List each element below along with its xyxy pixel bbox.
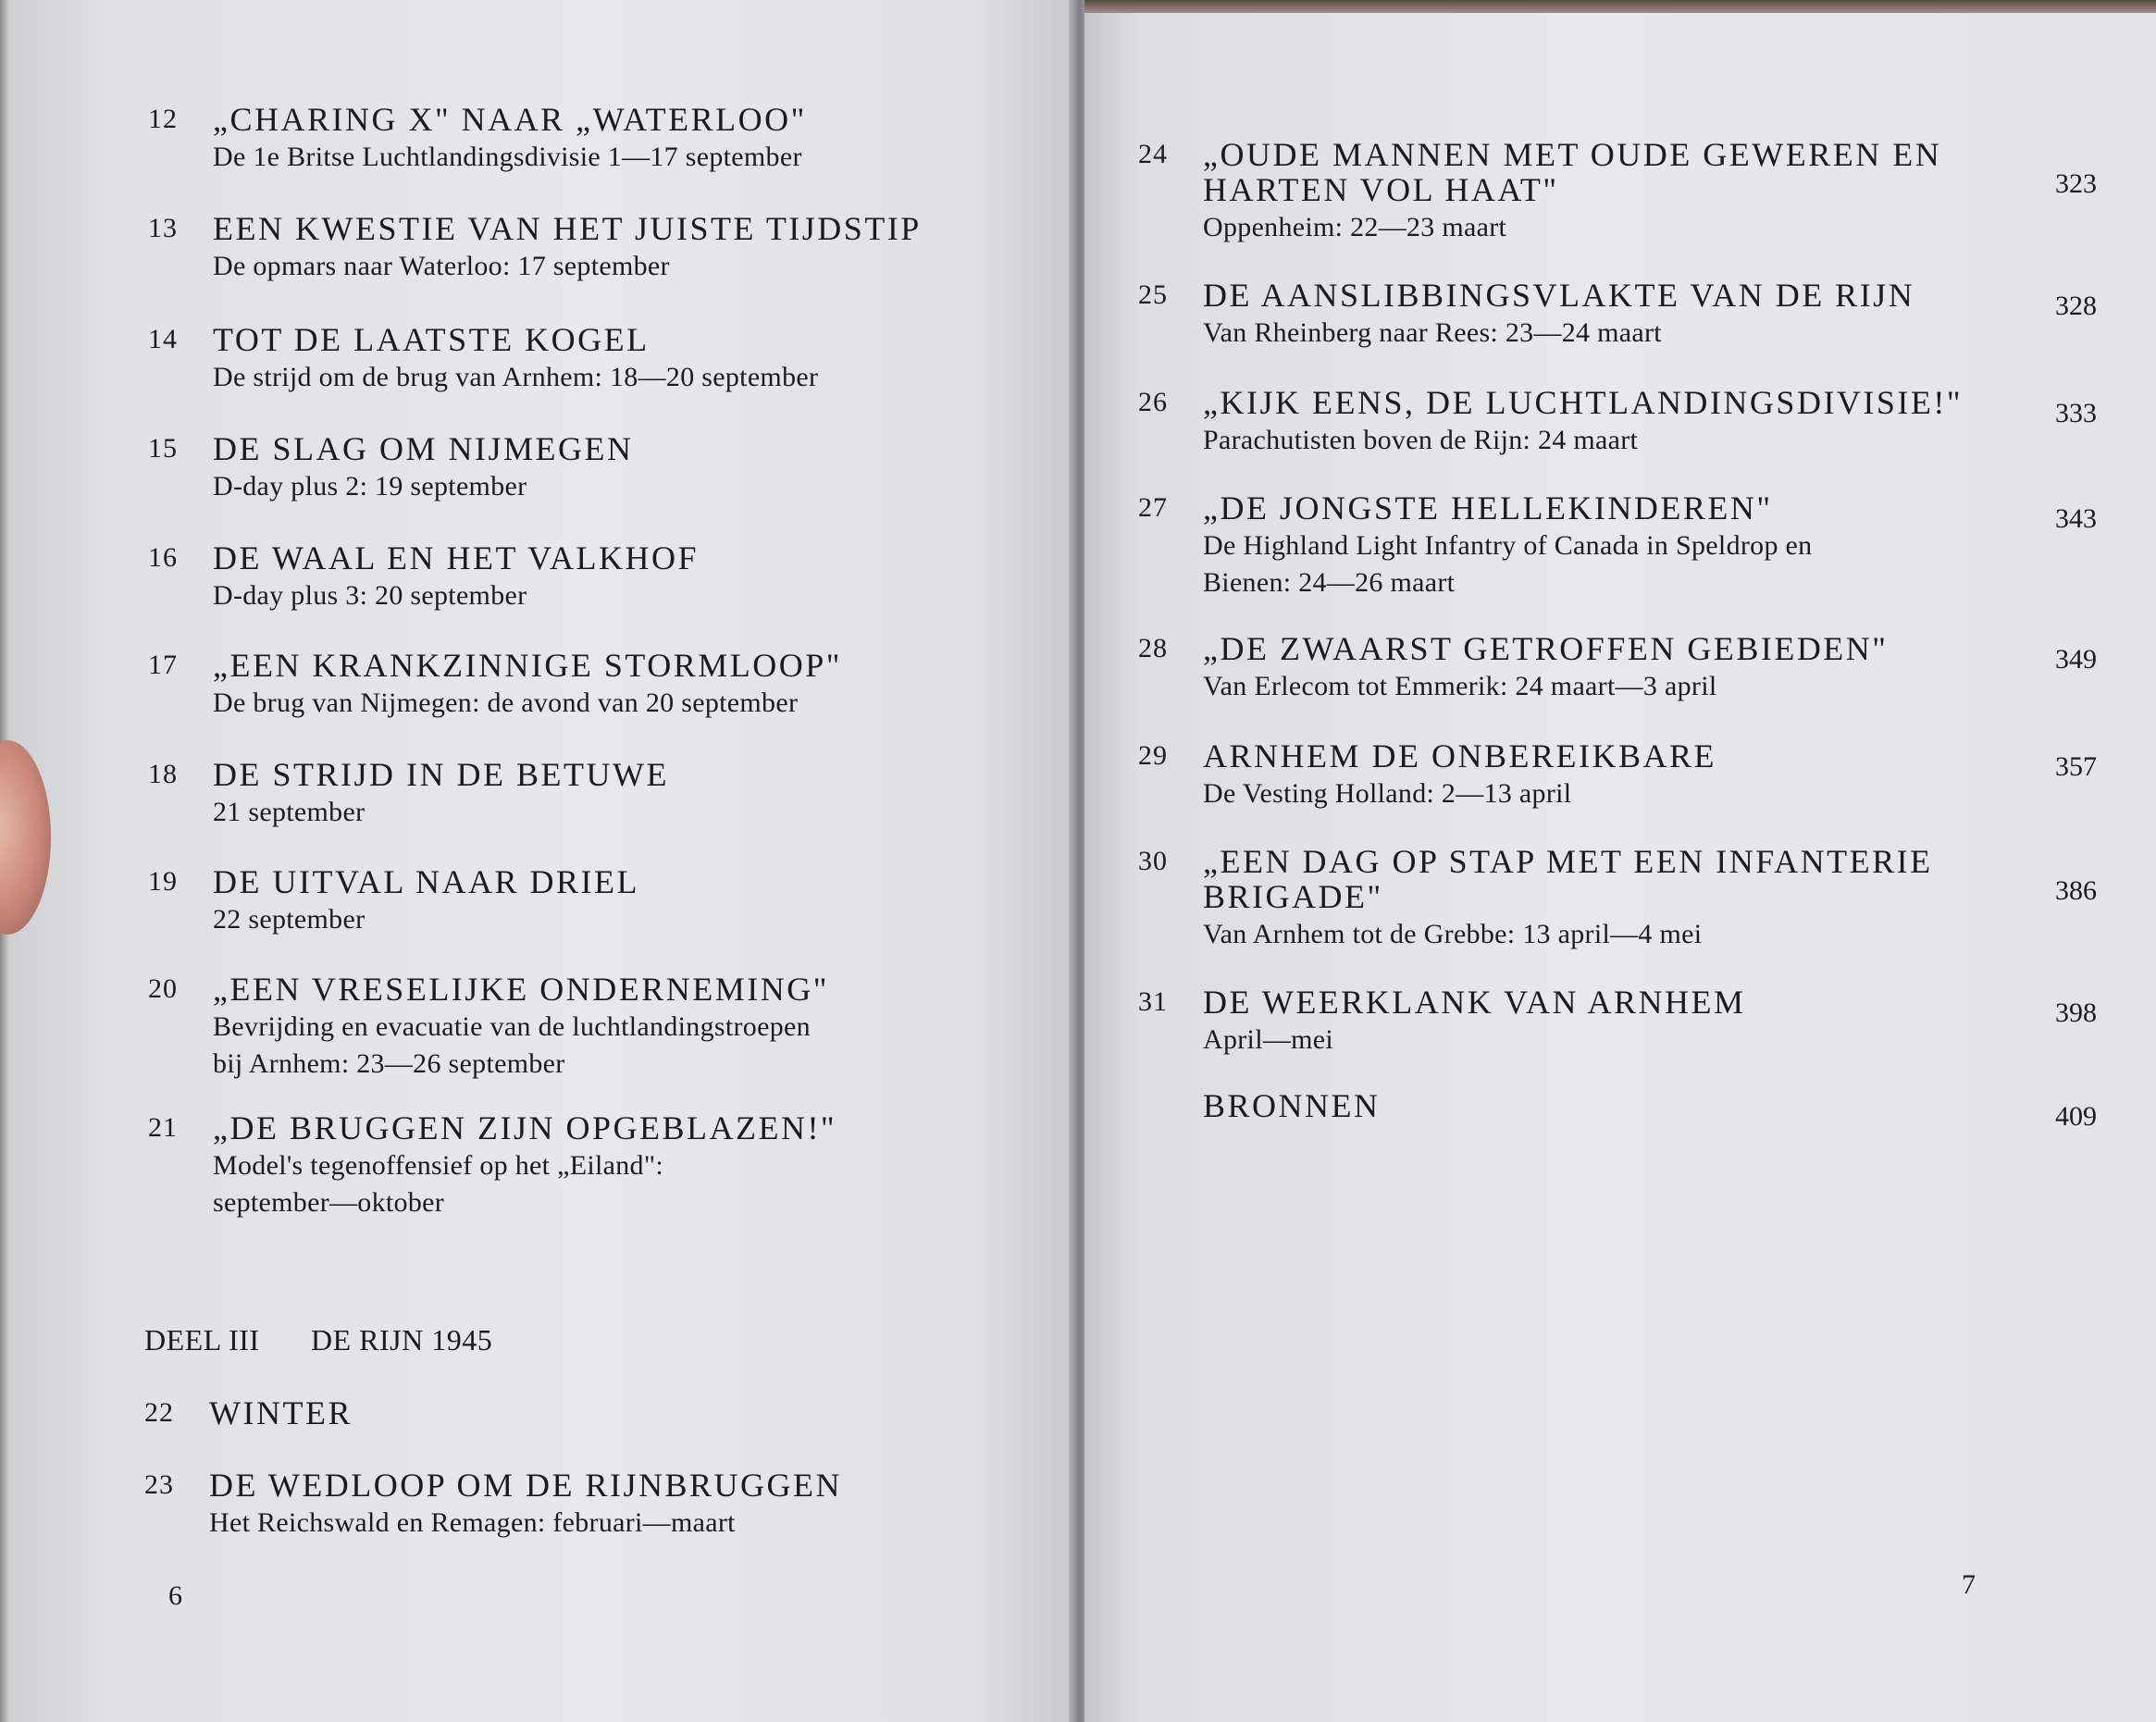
- chapter-number: 23: [144, 1469, 174, 1500]
- chapter-title: DE STRIJD IN DE BETUWE: [213, 756, 669, 793]
- chapter-number: 12: [148, 104, 178, 134]
- chapter-number: 29: [1138, 740, 1168, 771]
- part-title: DE RIJN 1945: [311, 1323, 493, 1357]
- chapter-subtitle: Bevrijding en evacuatie van de luchtlandingstroepen: [213, 1011, 811, 1042]
- chapter-title: „DE BRUGGEN ZIJN OPGEBLAZEN!": [213, 1109, 837, 1146]
- chapter-number: 28: [1138, 633, 1168, 663]
- chapter-number: 21: [148, 1112, 178, 1143]
- toc-entry: [1138, 843, 2147, 949]
- toc-entry: [1138, 630, 2147, 701]
- chapter-title: DE WEDLOOP OM DE RIJNBRUGGEN: [209, 1467, 842, 1504]
- toc-entry: [148, 647, 1073, 718]
- chapter-number: 19: [148, 866, 178, 897]
- part-label: DEEL III: [144, 1323, 260, 1357]
- chapter-number: 16: [148, 542, 178, 573]
- right-page: [1084, 0, 2156, 1722]
- chapter-number: 13: [148, 213, 178, 243]
- chapter-title: ARNHEM DE ONBEREIKBARE: [1203, 737, 1716, 774]
- chapter-title: „DE ZWAARST GETROFFEN GEBIEDEN": [1203, 630, 1889, 667]
- background-strip: [1084, 0, 2156, 13]
- chapter-subtitle: Van Erlecom tot Emmerik: 24 maart—3 april: [1203, 671, 1717, 701]
- chapter-title: „CHARING X" NAAR „WATERLOO": [213, 101, 807, 138]
- toc-entry: [1138, 384, 2147, 455]
- chapter-number: 30: [1138, 846, 1168, 876]
- toc-entry: [148, 539, 1073, 611]
- chapter-subtitle: De brug van Nijmegen: de avond van 20 september: [213, 688, 799, 718]
- chapter-number: 26: [1138, 387, 1168, 417]
- page-number: 343: [2055, 503, 2097, 534]
- chapter-subtitle: De opmars naar Waterloo: 17 september: [213, 251, 670, 281]
- chapter-subtitle: Oppenheim: 22—23 maart: [1203, 212, 1507, 242]
- page-number: 386: [2055, 875, 2097, 906]
- chapter-title: „OUDE MANNEN MET OUDE GEWEREN EN: [1203, 136, 1942, 173]
- chapter-title: DE WAAL EN HET VALKHOF: [213, 539, 700, 576]
- chapter-title: EEN KWESTIE VAN HET JUISTE TIJDSTIP: [213, 210, 922, 247]
- chapter-title: TOT DE LAATSTE KOGEL: [213, 321, 650, 358]
- chapter-subtitle: De strijd om de brug van Arnhem: 18—20 september: [213, 362, 819, 392]
- chapter-subtitle: De Vesting Holland: 2—13 april: [1203, 778, 1572, 809]
- chapter-title: „DE JONGSTE HELLEKINDEREN": [1203, 489, 1773, 527]
- toc-entry: [148, 1109, 1073, 1218]
- chapter-title: DE WEERKLANK VAN ARNHEM: [1203, 984, 1746, 1021]
- chapter-subtitle: Bienen: 24—26 maart: [1203, 567, 1456, 598]
- chapter-number: 20: [148, 973, 178, 1004]
- chapter-number: 18: [148, 759, 178, 789]
- page-number: 328: [2055, 291, 2097, 321]
- toc-entry: [144, 1394, 1070, 1431]
- page-number: 349: [2055, 644, 2097, 675]
- chapter-subtitle: De Highland Light Infantry of Canada in Speldrop en: [1203, 530, 1813, 561]
- chapter-subtitle: 21 september: [213, 797, 366, 827]
- chapter-subtitle: De 1e Britse Luchtlandingsdivisie 1—17 september: [213, 142, 802, 172]
- chapter-title: BRIGADE": [1203, 878, 1383, 915]
- page-number: 409: [2055, 1101, 2097, 1132]
- chapter-title: HARTEN VOL HAAT": [1203, 171, 1559, 208]
- chapter-subtitle: 22 september: [213, 904, 366, 935]
- chapter-number: 17: [148, 650, 178, 680]
- chapter-subtitle: Van Arnhem tot de Grebbe: 13 april—4 mei: [1203, 919, 1703, 949]
- chapter-subtitle: Model's tegenoffensief op het „Eiland":: [213, 1150, 663, 1181]
- chapter-title: DE UITVAL NAAR DRIEL: [213, 863, 639, 900]
- page-number: 398: [2055, 997, 2097, 1028]
- toc-entry: [148, 430, 1073, 502]
- toc-entry: [148, 863, 1073, 935]
- chapter-number: 25: [1138, 279, 1168, 310]
- chapter-title: „KIJK EENS, DE LUCHTLANDINGSDIVISIE!": [1203, 384, 1964, 421]
- chapter-subtitle: Parachutisten boven de Rijn: 24 maart: [1203, 425, 1639, 455]
- page-number: 323: [2055, 168, 2097, 199]
- chapter-subtitle: Het Reichswald en Remagen: februari—maart: [209, 1507, 736, 1538]
- toc-entry: [148, 321, 1073, 392]
- chapter-number: 22: [144, 1397, 174, 1428]
- chapter-subtitle: bij Arnhem: 23—26 september: [213, 1048, 565, 1079]
- chapter-number: 14: [148, 324, 178, 354]
- chapter-subtitle: Van Rheinberg naar Rees: 23—24 maart: [1203, 317, 1662, 348]
- folio-left: 6: [168, 1580, 182, 1611]
- chapter-title: „EEN KRANKZINNIGE STORMLOOP": [213, 647, 842, 684]
- folio-right: 7: [1962, 1569, 1976, 1600]
- toc-entry: [148, 101, 1073, 172]
- toc-entry: [1138, 136, 2147, 242]
- page-number: 357: [2055, 751, 2097, 782]
- chapter-title: DE SLAG OM NIJMEGEN: [213, 430, 634, 467]
- chapter-title: WINTER: [209, 1394, 353, 1431]
- chapter-title: BRONNEN: [1203, 1087, 1381, 1124]
- chapter-title: „EEN DAG OP STAP MET EEN INFANTERIE: [1203, 843, 1933, 880]
- toc-entry: [1138, 277, 2147, 348]
- left-page: [9, 0, 1075, 1722]
- chapter-subtitle: september—oktober: [213, 1187, 445, 1218]
- toc-entry: [148, 756, 1073, 827]
- chapter-number: 24: [1138, 139, 1168, 169]
- toc-entry: [1138, 737, 2147, 809]
- chapter-number: 31: [1138, 986, 1168, 1017]
- chapter-number: 15: [148, 433, 178, 464]
- chapter-title: „EEN VRESELIJKE ONDERNEMING": [213, 971, 829, 1008]
- chapter-title: DE AANSLIBBINGSVLAKTE VAN DE RIJN: [1203, 277, 1915, 314]
- chapter-subtitle: D-day plus 3: 20 september: [213, 580, 527, 611]
- toc-entry: [1138, 489, 2147, 598]
- chapter-number: 27: [1138, 492, 1168, 523]
- toc-entry: [148, 210, 1073, 281]
- page-number: 333: [2055, 398, 2097, 428]
- toc-entry-bronnen: [1138, 1087, 2147, 1132]
- chapter-subtitle: D-day plus 2: 19 september: [213, 471, 527, 502]
- chapter-subtitle: April—mei: [1203, 1024, 1334, 1055]
